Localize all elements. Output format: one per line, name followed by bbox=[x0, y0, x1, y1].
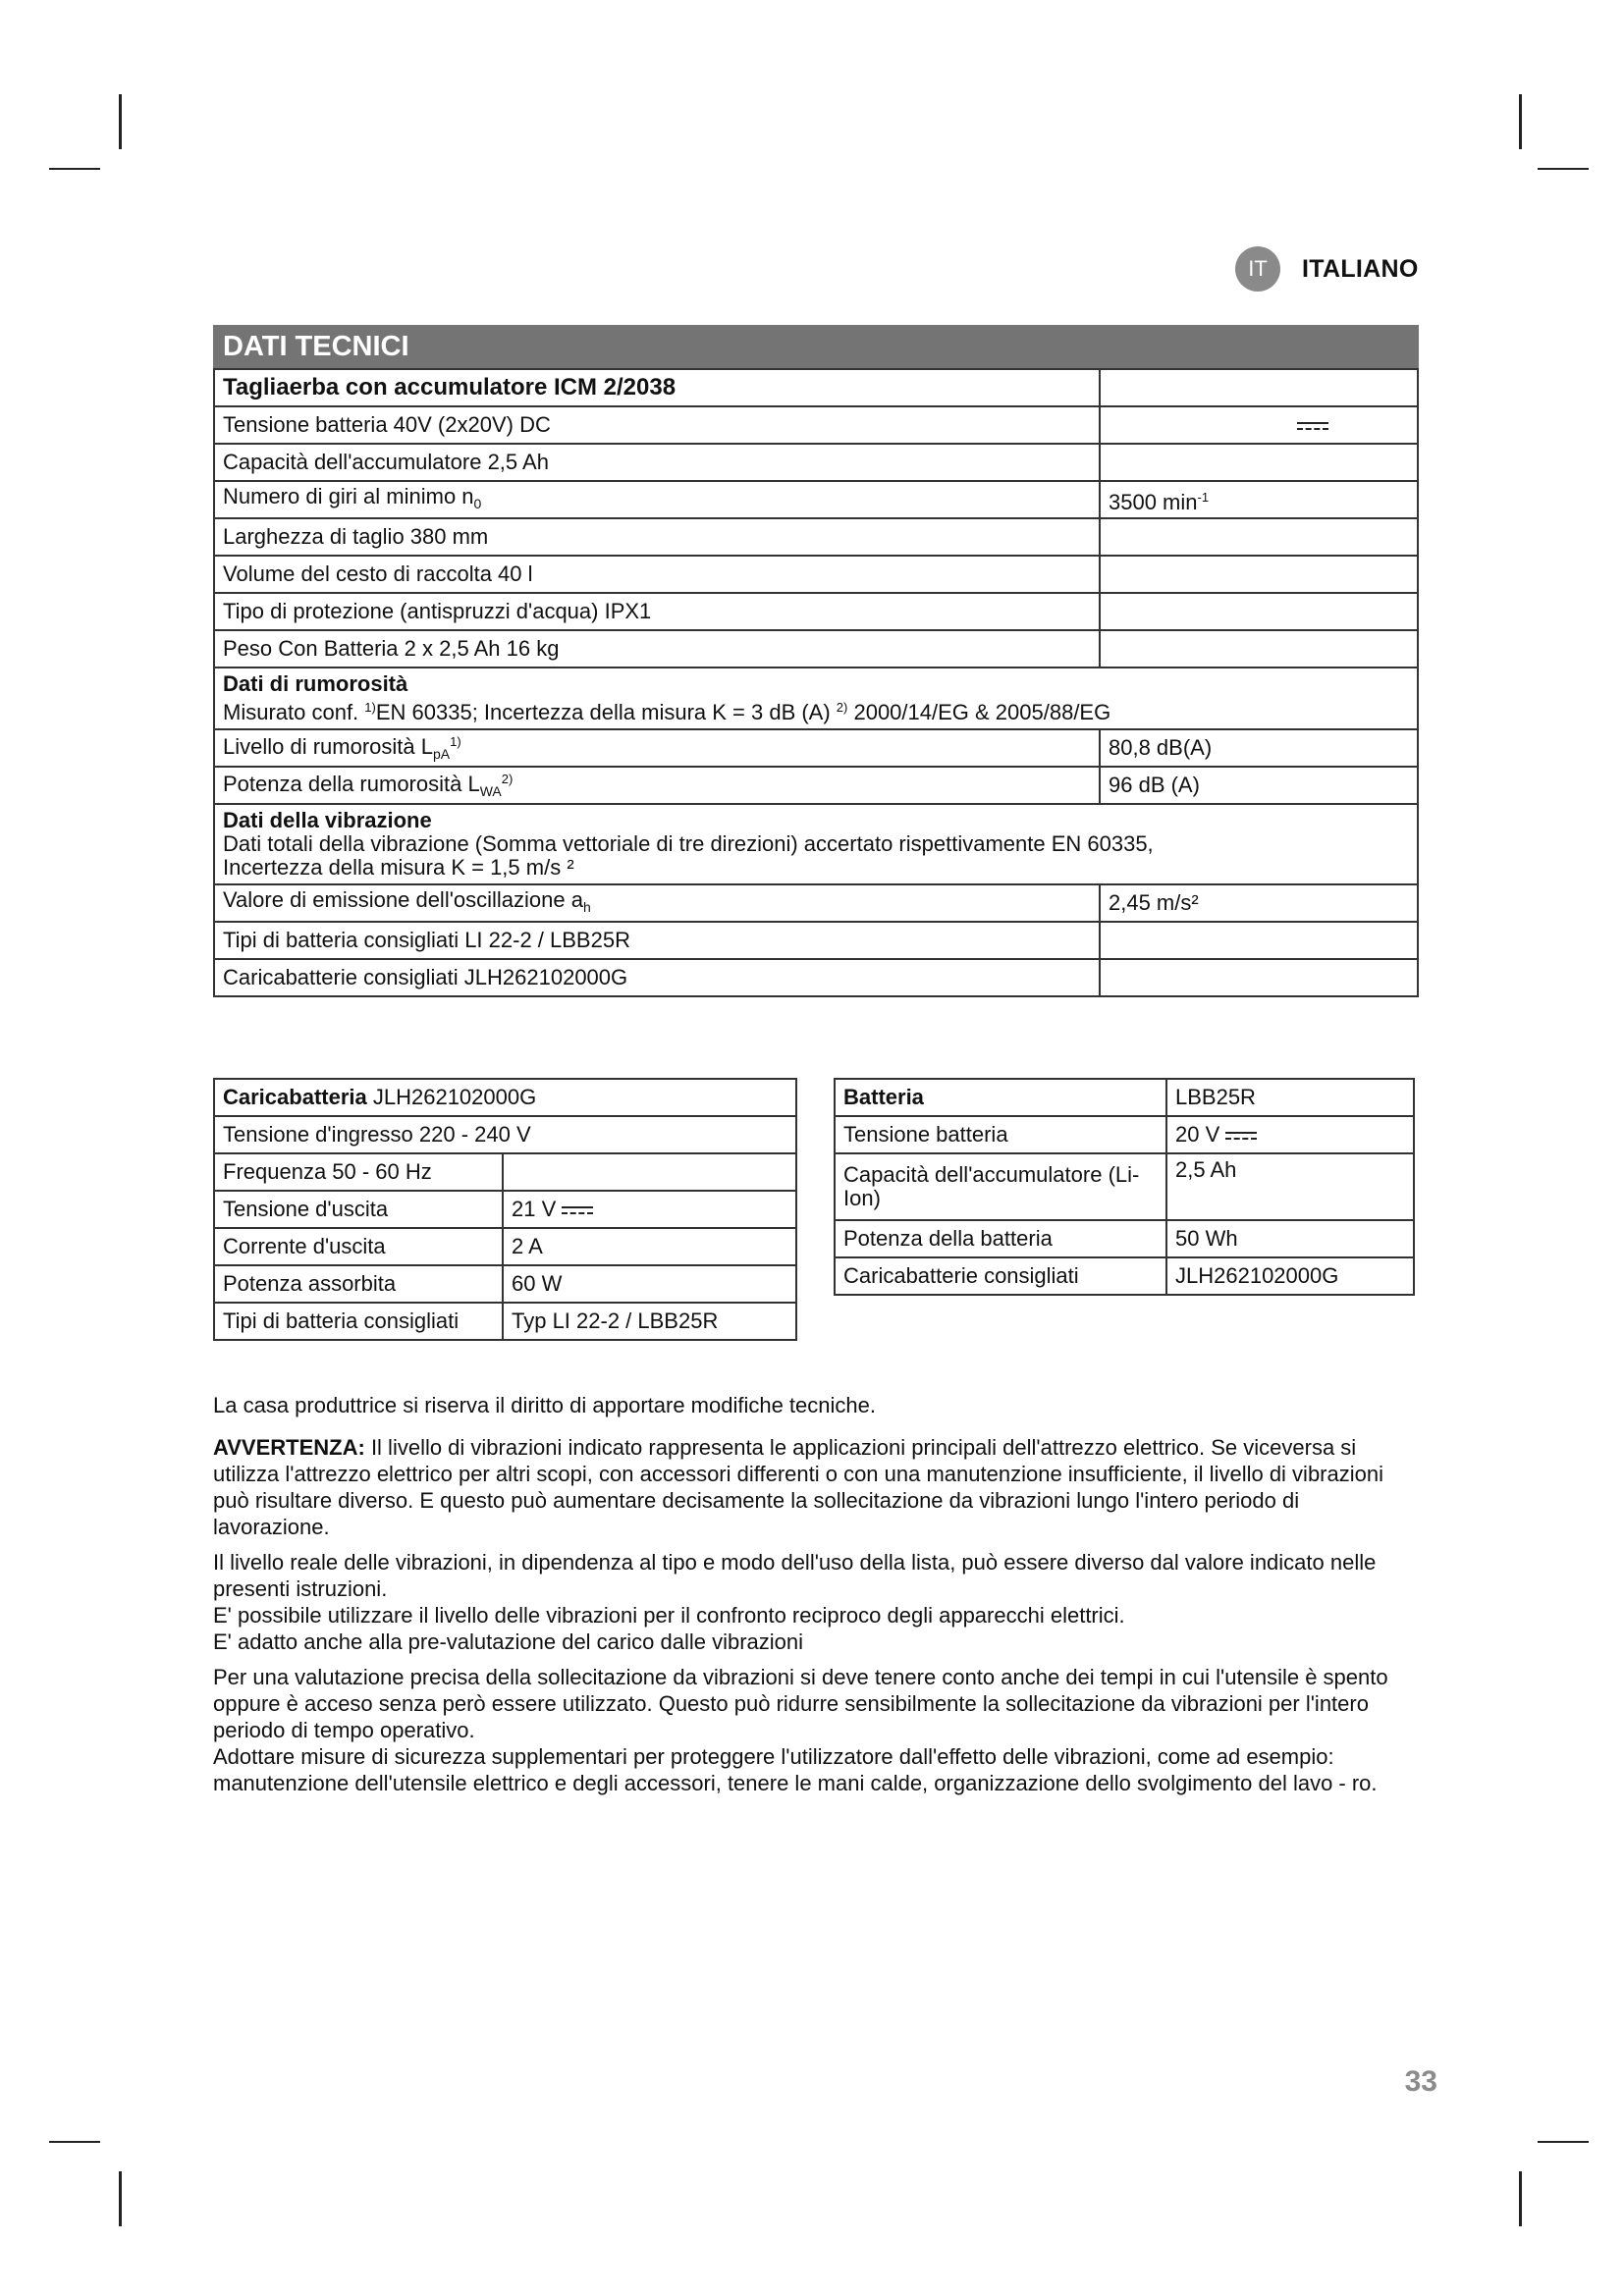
table-cell: Frequenza 50 - 60 Hz bbox=[214, 1153, 503, 1191]
noise-info-cell bbox=[214, 667, 1418, 729]
table-cell: 80,8 dB(A) bbox=[1100, 729, 1418, 767]
table-cell: Caricabatterie consigliati JLH262102000G bbox=[214, 959, 1100, 996]
paragraph: E' adatto anche alla pre-valutazione del carico dalle vibrazioni bbox=[213, 1629, 804, 1654]
table-cell: Tensione d'ingresso 220 - 240 V bbox=[214, 1116, 796, 1153]
table-cell: Peso Con Batteria 2 x 2,5 Ah 16 kg bbox=[214, 630, 1100, 667]
language-badge: IT bbox=[1235, 246, 1280, 292]
crop-mark bbox=[1519, 2171, 1522, 2226]
table-row bbox=[214, 630, 1418, 667]
table-row bbox=[214, 556, 1418, 593]
subscript: pA bbox=[432, 746, 451, 762]
table-row bbox=[214, 667, 1418, 729]
text-run: 2000/14/EG & 2005/88/EG bbox=[847, 700, 1111, 724]
superscript: 1) bbox=[364, 700, 376, 715]
title-rest: JLH262102000G bbox=[366, 1085, 537, 1109]
charger-title bbox=[214, 1079, 796, 1116]
charger-table bbox=[213, 1078, 797, 1341]
cell-label: Valore di emissione dell'oscillazione a bbox=[223, 886, 583, 912]
crop-mark bbox=[1519, 94, 1522, 149]
section-title: DATI TECNICI bbox=[213, 325, 1419, 368]
crop-mark bbox=[119, 2171, 122, 2226]
warning-paragraph bbox=[213, 1434, 1406, 1540]
superscript: 1) bbox=[450, 734, 461, 749]
cell-value: 3500 min bbox=[1109, 489, 1198, 514]
superscript: 2) bbox=[501, 772, 514, 786]
table-cell bbox=[1100, 959, 1418, 996]
table-cell bbox=[1100, 369, 1418, 406]
table-row bbox=[835, 1220, 1414, 1257]
table-cell bbox=[1100, 518, 1418, 556]
vibration-info-cell bbox=[214, 804, 1418, 884]
cell-value: 20 V bbox=[1175, 1122, 1220, 1147]
dc-symbol-icon bbox=[562, 1204, 593, 1216]
table-cell: Larghezza di taglio 380 mm bbox=[214, 518, 1100, 556]
dc-symbol-icon bbox=[1297, 420, 1328, 432]
table-cell: Capacità dell'accumulatore (Li-Ion) bbox=[835, 1153, 1166, 1220]
paragraph: E' possibile utilizzare il livello delle vibrazioni per il confronto reciproco degli apparecchi elettrici. bbox=[213, 1603, 1125, 1628]
table-cell: 50 Wh bbox=[1166, 1220, 1414, 1257]
text-run: Il livello di vibrazioni indicato rappresenta le applicazioni principali dell'attrezzo elettrico. Se viceversa si utilizza l'attrezzo elettrico per altri scopi, con accessori differenti o con una manutenzione insufficiente, il livello di vibrazioni può risultare diverso. E questo può aumentare decisamente la sollecitazione da vibrazioni lungo l'intero periodo di lavorazione. bbox=[213, 1435, 1383, 1539]
table-cell bbox=[214, 729, 1100, 767]
table-row bbox=[214, 1153, 796, 1191]
subscript: h bbox=[583, 898, 591, 915]
table-cell bbox=[1100, 406, 1418, 444]
table-cell: JLH262102000G bbox=[1166, 1257, 1414, 1295]
table-cell: Potenza della batteria bbox=[835, 1220, 1166, 1257]
table-cell bbox=[1100, 630, 1418, 667]
crop-mark bbox=[1538, 2141, 1589, 2143]
table-cell: Capacità dell'accumulatore 2,5 Ah bbox=[214, 444, 1100, 481]
table-row bbox=[214, 959, 1418, 996]
table-cell bbox=[503, 1191, 796, 1228]
superscript: -1 bbox=[1197, 489, 1210, 505]
table-row bbox=[214, 369, 1418, 406]
table-cell: Tipi di batteria consigliati LI 22-2 / LBB25R bbox=[214, 922, 1100, 959]
paragraph: Adottare misure di sicurezza supplementari per proteggere l'utilizzatore dall'effetto delle vibrazioni, come ad esempio: manutenzione dell'utensile elettrico e degli accessori, tenere le mani calde, organizzazione dello svolgimento del lavo - ro. bbox=[213, 1744, 1378, 1795]
table-row bbox=[214, 406, 1418, 444]
language-label: ITALIANO bbox=[1302, 254, 1419, 283]
table-cell: Volume del cesto di raccolta 40 l bbox=[214, 556, 1100, 593]
paragraph: Per una valutazione precisa della sollecitazione da vibrazioni si deve tenere conto anche dei tempi in cui l'utensile è spento oppure è acceso senza però essere utilizzato. Questo può ridurre sensibilmente la sollecitazione da vibrazioni per l'intero periodo di tempo operativo. bbox=[213, 1665, 1388, 1742]
title-bold: Caricabatteria bbox=[223, 1085, 367, 1109]
table-row bbox=[214, 804, 1418, 884]
vibration-description: Incertezza della misura K = 1,5 m/s ² bbox=[223, 855, 574, 880]
table-cell: 96 dB (A) bbox=[1100, 767, 1418, 804]
table-cell bbox=[214, 481, 1100, 518]
battery-section bbox=[834, 1078, 1415, 1296]
table-row bbox=[214, 729, 1418, 767]
text-run: EN 60335; Incertezza della misura K = 3 dB (A) bbox=[375, 700, 837, 724]
warning-label: AVVERTENZA: bbox=[213, 1435, 365, 1460]
table-cell: 2,45 m/s² bbox=[1100, 884, 1418, 922]
table-cell: Tipi di batteria consigliati bbox=[214, 1303, 503, 1340]
cell-label: Potenza della rumorosità L bbox=[223, 772, 480, 796]
table-cell bbox=[214, 767, 1100, 804]
paragraph: Il livello reale delle vibrazioni, in dipendenza al tipo e modo dell'uso della lista, può essere diverso dal valore indicato nelle presenti istruzioni. bbox=[213, 1550, 1377, 1601]
table-row bbox=[214, 922, 1418, 959]
table-cell bbox=[1100, 481, 1418, 518]
noise-title: Dati di rumorosità bbox=[223, 671, 408, 696]
table-row bbox=[835, 1079, 1414, 1116]
cell-label: Numero di giri al minimo n bbox=[223, 483, 474, 508]
table-cell bbox=[503, 1153, 796, 1191]
table-row bbox=[214, 1228, 796, 1265]
table-cell: Tensione batteria 40V (2x20V) DC bbox=[214, 406, 1100, 444]
table-row bbox=[214, 481, 1418, 518]
superscript: 2) bbox=[836, 700, 848, 715]
table-row bbox=[214, 1265, 796, 1303]
table-row bbox=[214, 1191, 796, 1228]
crop-mark bbox=[119, 94, 122, 149]
battery-table bbox=[834, 1078, 1415, 1296]
table-cell bbox=[214, 884, 1100, 922]
table-row bbox=[214, 1079, 796, 1116]
table-cell: Caricabatterie consigliati bbox=[835, 1257, 1166, 1295]
battery-title: Batteria bbox=[835, 1079, 1166, 1116]
vibration-title: Dati della vibrazione bbox=[223, 808, 432, 832]
page-number: 33 bbox=[1404, 2065, 1437, 2098]
crop-mark bbox=[1538, 168, 1589, 170]
table-row bbox=[835, 1153, 1414, 1220]
product-title: Tagliaerba con accumulatore ICM 2/2038 bbox=[214, 369, 1100, 406]
charger-section bbox=[213, 1078, 797, 1341]
table-cell bbox=[1100, 444, 1418, 481]
table-cell: Typ LI 22-2 / LBB25R bbox=[503, 1303, 796, 1340]
table-cell: 2 A bbox=[503, 1228, 796, 1265]
table-row bbox=[214, 1303, 796, 1340]
technical-data-section bbox=[213, 325, 1419, 997]
table-cell: Potenza assorbita bbox=[214, 1265, 503, 1303]
table-cell: Tipo di protezione (antispruzzi d'acqua) IPX1 bbox=[214, 593, 1100, 630]
table-cell: 60 W bbox=[503, 1265, 796, 1303]
table-cell bbox=[1100, 593, 1418, 630]
noise-description bbox=[223, 696, 1409, 724]
table-cell bbox=[1100, 922, 1418, 959]
paragraph: La casa produttrice si riserva il diritto di apportare modifiche tecniche. bbox=[213, 1393, 876, 1417]
crop-mark bbox=[49, 2141, 100, 2143]
table-cell bbox=[1166, 1116, 1414, 1153]
language-header bbox=[1235, 243, 1419, 294]
subscript: WA bbox=[479, 783, 502, 799]
table-row bbox=[214, 767, 1418, 804]
cell-label: Livello di rumorosità L bbox=[223, 734, 433, 759]
crop-mark bbox=[49, 168, 100, 170]
table-row bbox=[214, 518, 1418, 556]
table-row bbox=[835, 1257, 1414, 1295]
table-cell: Tensione d'uscita bbox=[214, 1191, 503, 1228]
dc-symbol-icon bbox=[1225, 1130, 1257, 1142]
table-cell bbox=[1100, 556, 1418, 593]
text-run: Misurato conf. bbox=[223, 700, 365, 724]
table-row bbox=[214, 444, 1418, 481]
cell-value: 21 V bbox=[512, 1197, 557, 1221]
table-cell: 2,5 Ah bbox=[1166, 1153, 1414, 1220]
vibration-description: Dati totali della vibrazione (Somma vettoriale di tre direzioni) accertato rispettivamente EN 60335, bbox=[223, 831, 1154, 856]
table-cell: LBB25R bbox=[1166, 1079, 1414, 1116]
technical-data-table bbox=[213, 368, 1419, 997]
table-cell: Tensione batteria bbox=[835, 1116, 1166, 1153]
body-text bbox=[213, 1392, 1406, 1805]
table-cell: Corrente d'uscita bbox=[214, 1228, 503, 1265]
table-row bbox=[214, 1116, 796, 1153]
table-row bbox=[214, 884, 1418, 922]
subscript: 0 bbox=[473, 495, 482, 511]
table-row bbox=[835, 1116, 1414, 1153]
table-row bbox=[214, 593, 1418, 630]
